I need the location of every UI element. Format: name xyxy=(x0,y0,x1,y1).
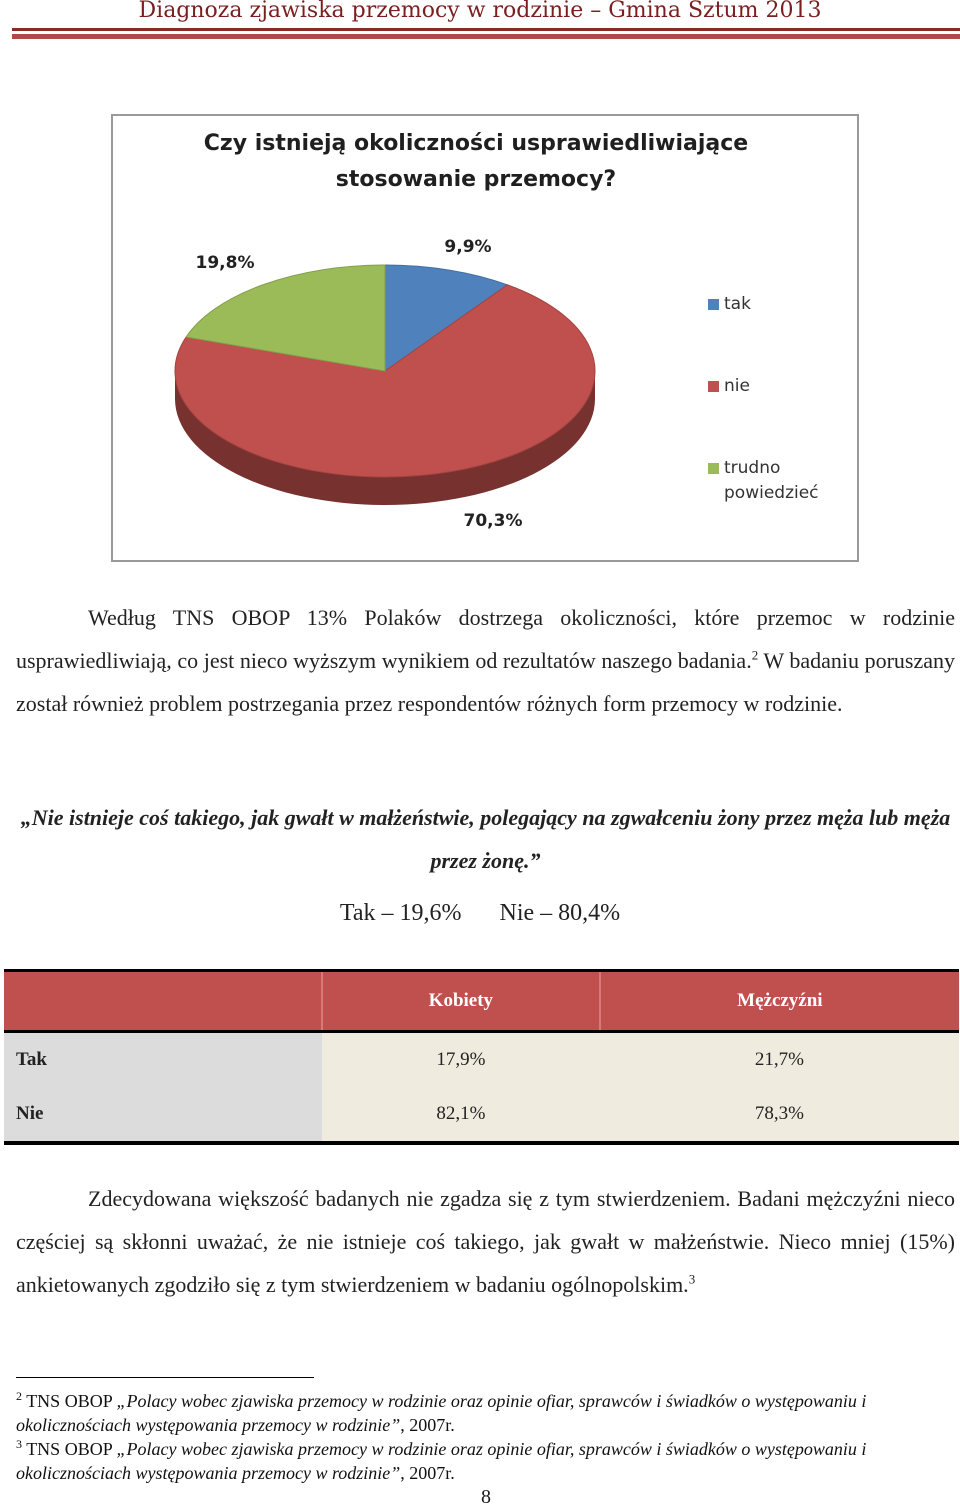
footnote-title: „Polacy wobec zjawiska przemocy w rodzinie oraz opinie ofiar, sprawców i świadków o występowaniu i okolicznościach występowania przemocy w rodzinie” xyxy=(16,1439,867,1483)
chart-title-line: Czy istnieją okoliczności usprawiedliwiające xyxy=(203,131,749,156)
table-header-women: Kobiety xyxy=(322,971,600,1032)
table-header-men: Mężczyźni xyxy=(600,971,959,1032)
stat-no: Nie – 80,4% xyxy=(499,900,621,926)
gender-results-table xyxy=(4,969,959,1145)
footnote-3 xyxy=(16,1437,916,1485)
legend-swatch xyxy=(708,463,719,474)
row-label-no: Nie xyxy=(4,1087,322,1143)
cell-women-no: 82,1% xyxy=(322,1087,600,1143)
pie-chart-frame xyxy=(111,114,859,562)
row-label-yes: Tak xyxy=(4,1032,322,1088)
pie-data-label: 19,8% xyxy=(195,253,255,273)
survey-result-summary xyxy=(0,900,960,927)
paragraph-1 xyxy=(16,596,955,725)
footnote-source: TNS OBOP xyxy=(26,1391,117,1411)
footnote-title: „Polacy wobec zjawiska przemocy w rodzinie oraz opinie ofiar, sprawców i świadków o występowaniu i okolicznościach występowania przemocy w rodzinie” xyxy=(16,1391,867,1435)
footnote-source: TNS OBOP xyxy=(26,1439,117,1459)
page-number: 8 xyxy=(481,1486,491,1508)
legend-label: nie xyxy=(724,376,750,396)
legend-label: tak xyxy=(724,294,751,314)
table-header-empty xyxy=(4,971,322,1032)
quote-statement: „Nie istnieje coś takiego, jak gwałt w małżeństwie, polegający na zgwałceniu żony przez męża lub męża przez żonę.” xyxy=(20,805,951,873)
paragraph-1-text-2: W badaniu poruszany został również problem postrzegania przez respondentów różnych form przemocy w rodzinie. xyxy=(16,648,955,716)
table-header-row xyxy=(4,971,959,1032)
paragraph-2 xyxy=(16,1177,955,1306)
pie-data-label: 9,9% xyxy=(444,237,492,257)
footnote-2 xyxy=(16,1389,916,1437)
table-row xyxy=(4,1032,959,1088)
legend-label: trudno xyxy=(724,458,781,478)
footnote-ref-3[interactable]: 3 xyxy=(688,1271,696,1287)
footnote-number: 3 xyxy=(16,1437,22,1451)
running-header: Diagnoza zjawiska przemocy w rodzinie – Gmina Sztum 2013 xyxy=(138,0,822,23)
footnote-separator xyxy=(16,1377,314,1378)
header-rule xyxy=(12,28,960,31)
legend-swatch xyxy=(708,299,719,310)
table-row xyxy=(4,1087,959,1143)
cell-men-yes: 21,7% xyxy=(600,1032,959,1088)
cell-men-no: 78,3% xyxy=(600,1087,959,1143)
footnote-number: 2 xyxy=(16,1389,22,1403)
footnote-year: , 2007r. xyxy=(400,1463,455,1483)
paragraph-2-text: Zdecydowana większość badanych nie zgadza się z tym stwierdzeniem. Badani mężczyźni nieco częściej są skłonni uważać, że nie istnieje coś takiego, jak gwałt w małżeństwie. Nieco mniej (15%) ankietowanych zgodziło się z tym stwierdzeniem w badaniu ogólnopolskim. xyxy=(16,1186,955,1297)
footnote-year: , 2007r. xyxy=(400,1415,455,1435)
legend-swatch xyxy=(708,381,719,392)
paragraph-1-text: Według TNS OBOP 13% Polaków dostrzega okoliczności, które przemoc w rodzinie usprawiedliwiają, co jest nieco wyższym wynikiem od rezultatów naszego badania. xyxy=(16,605,955,673)
pie-chart xyxy=(113,116,861,564)
footnote-ref-2[interactable]: 2 xyxy=(751,647,759,663)
legend-label: powiedzieć xyxy=(724,483,819,503)
pie-data-label: 70,3% xyxy=(463,511,523,531)
chart-title-line: stosowanie przemocy? xyxy=(335,167,617,192)
stat-yes: Tak – 19,6% xyxy=(339,900,462,926)
header-rule-thick xyxy=(12,34,960,39)
cell-women-yes: 17,9% xyxy=(322,1032,600,1088)
